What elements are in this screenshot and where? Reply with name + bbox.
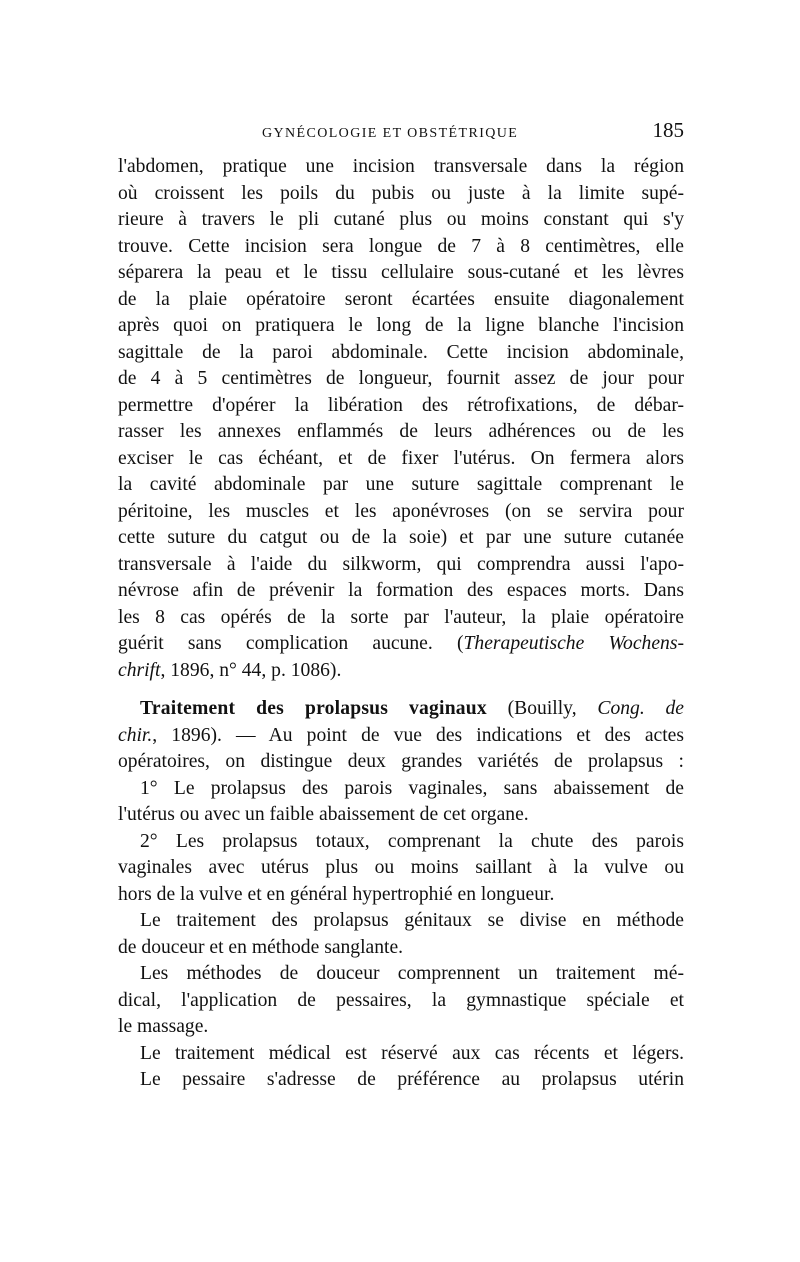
text-line: Les méthodes de douceur comprennent un traitement mé- bbox=[140, 963, 684, 984]
text-line bbox=[118, 723, 684, 750]
text-line: hors de la vulve et en général hypertrophié en longueur. bbox=[118, 883, 555, 905]
text-line: permettre d'opérer la libération des rétrofixations, de débar- bbox=[118, 394, 684, 416]
text-line: rasser les annexes enflammés de leurs adhérences ou de les bbox=[118, 421, 684, 442]
text-line: 1° Le prolapsus des parois vaginales, sans abaissement de bbox=[140, 777, 684, 799]
text-run: , 1896). — Au point de vue des indications et des actes bbox=[152, 724, 684, 746]
text-line: les 8 cas opérés de la sorte par l'auteur, la plaie opératoire bbox=[118, 606, 684, 628]
text-line: névrose afin de prévenir la formation des espaces morts. Dans bbox=[118, 580, 684, 601]
running-title: GYNÉCOLOGIE ET OBSTÉTRIQUE bbox=[262, 126, 519, 141]
text-line: vaginales avec utérus plus ou moins saillant à la vulve ou bbox=[118, 857, 684, 878]
section-prolapsus bbox=[118, 696, 684, 1094]
section-heading: Traitement des prolapsus vaginaux bbox=[140, 698, 487, 719]
text-line: trouve. Cette incision sera longue de 7 à 8 centimètres, elle bbox=[118, 235, 684, 257]
text-line: Le traitement des prolapsus génitaux se divise en méthode bbox=[140, 910, 684, 931]
text-line: où croissent les poils du pubis ou juste à la limite supé- bbox=[118, 182, 684, 204]
citation-line bbox=[118, 631, 684, 658]
page-number: 185 bbox=[652, 118, 684, 142]
text-line: le massage. bbox=[118, 1016, 209, 1037]
citation-details: , 1896, n° 44, p. 1086). bbox=[160, 659, 342, 681]
text-line: rieure à travers le pli cutané plus ou moins constant qui s'y bbox=[118, 209, 684, 230]
section-heading-line bbox=[118, 696, 684, 723]
text-line: séparera la peau et le tissu cellulaire sous-cutané et les lèvres bbox=[118, 262, 684, 283]
text-run: (Bouilly, bbox=[486, 698, 598, 719]
text-line: 2° Les prolapsus totaux, comprenant la chute des parois bbox=[140, 830, 684, 852]
reference-title: Cong. de bbox=[597, 698, 684, 719]
journal-title-end: chrift bbox=[118, 659, 161, 681]
text-line: la cavité abdominale par une suture sagittale comprenant le bbox=[118, 474, 684, 495]
text-line: péritoine, les muscles et les aponévroses (on se servira pour bbox=[118, 500, 684, 522]
text-run: guérit sans complication aucune. ( bbox=[118, 633, 464, 654]
body-text bbox=[118, 154, 684, 1094]
text-line: exciser le cas échéant, et de fixer l'utérus. On fermera alors bbox=[118, 447, 684, 469]
running-head bbox=[118, 118, 684, 150]
text-line: Le pessaire s'adresse de préférence au prolapsus utérin bbox=[140, 1069, 684, 1090]
text-line: cette suture du catgut ou de la soie) et par une suture cutanée bbox=[118, 527, 684, 548]
citation-line bbox=[118, 658, 684, 685]
text-line: l'abdomen, pratique une incision transversale dans la région bbox=[118, 156, 684, 177]
paragraph-continuation bbox=[118, 154, 684, 684]
book-page bbox=[118, 118, 684, 1094]
journal-title: Therapeutische Wochens- bbox=[463, 633, 684, 654]
text-line: Le traitement médical est réservé aux cas récents et légers. bbox=[140, 1042, 684, 1064]
text-line: de la plaie opératoire seront écartées ensuite diagonalement bbox=[118, 288, 684, 310]
text-line: dical, l'application de pessaires, la gymnastique spéciale et bbox=[118, 989, 684, 1011]
paragraph-gap bbox=[118, 684, 684, 696]
reference-title-end: chir. bbox=[118, 724, 153, 746]
text-line: l'utérus ou avec un faible abaissement de cet organe. bbox=[118, 804, 529, 825]
text-line: après quoi on pratiquera le long de la ligne blanche l'incision bbox=[118, 315, 684, 336]
text-line: de douceur et en méthode sanglante. bbox=[118, 936, 404, 958]
text-line: sagittale de la paroi abdominale. Cette incision abdominale, bbox=[118, 341, 684, 363]
text-line: de 4 à 5 centimètres de longueur, fournit assez de jour pour bbox=[118, 368, 684, 389]
text-line: transversale à l'aide du silkworm, qui comprendra aussi l'apo- bbox=[118, 553, 684, 575]
text-line: opératoires, on distingue deux grandes variétés de prolapsus : bbox=[118, 751, 684, 772]
